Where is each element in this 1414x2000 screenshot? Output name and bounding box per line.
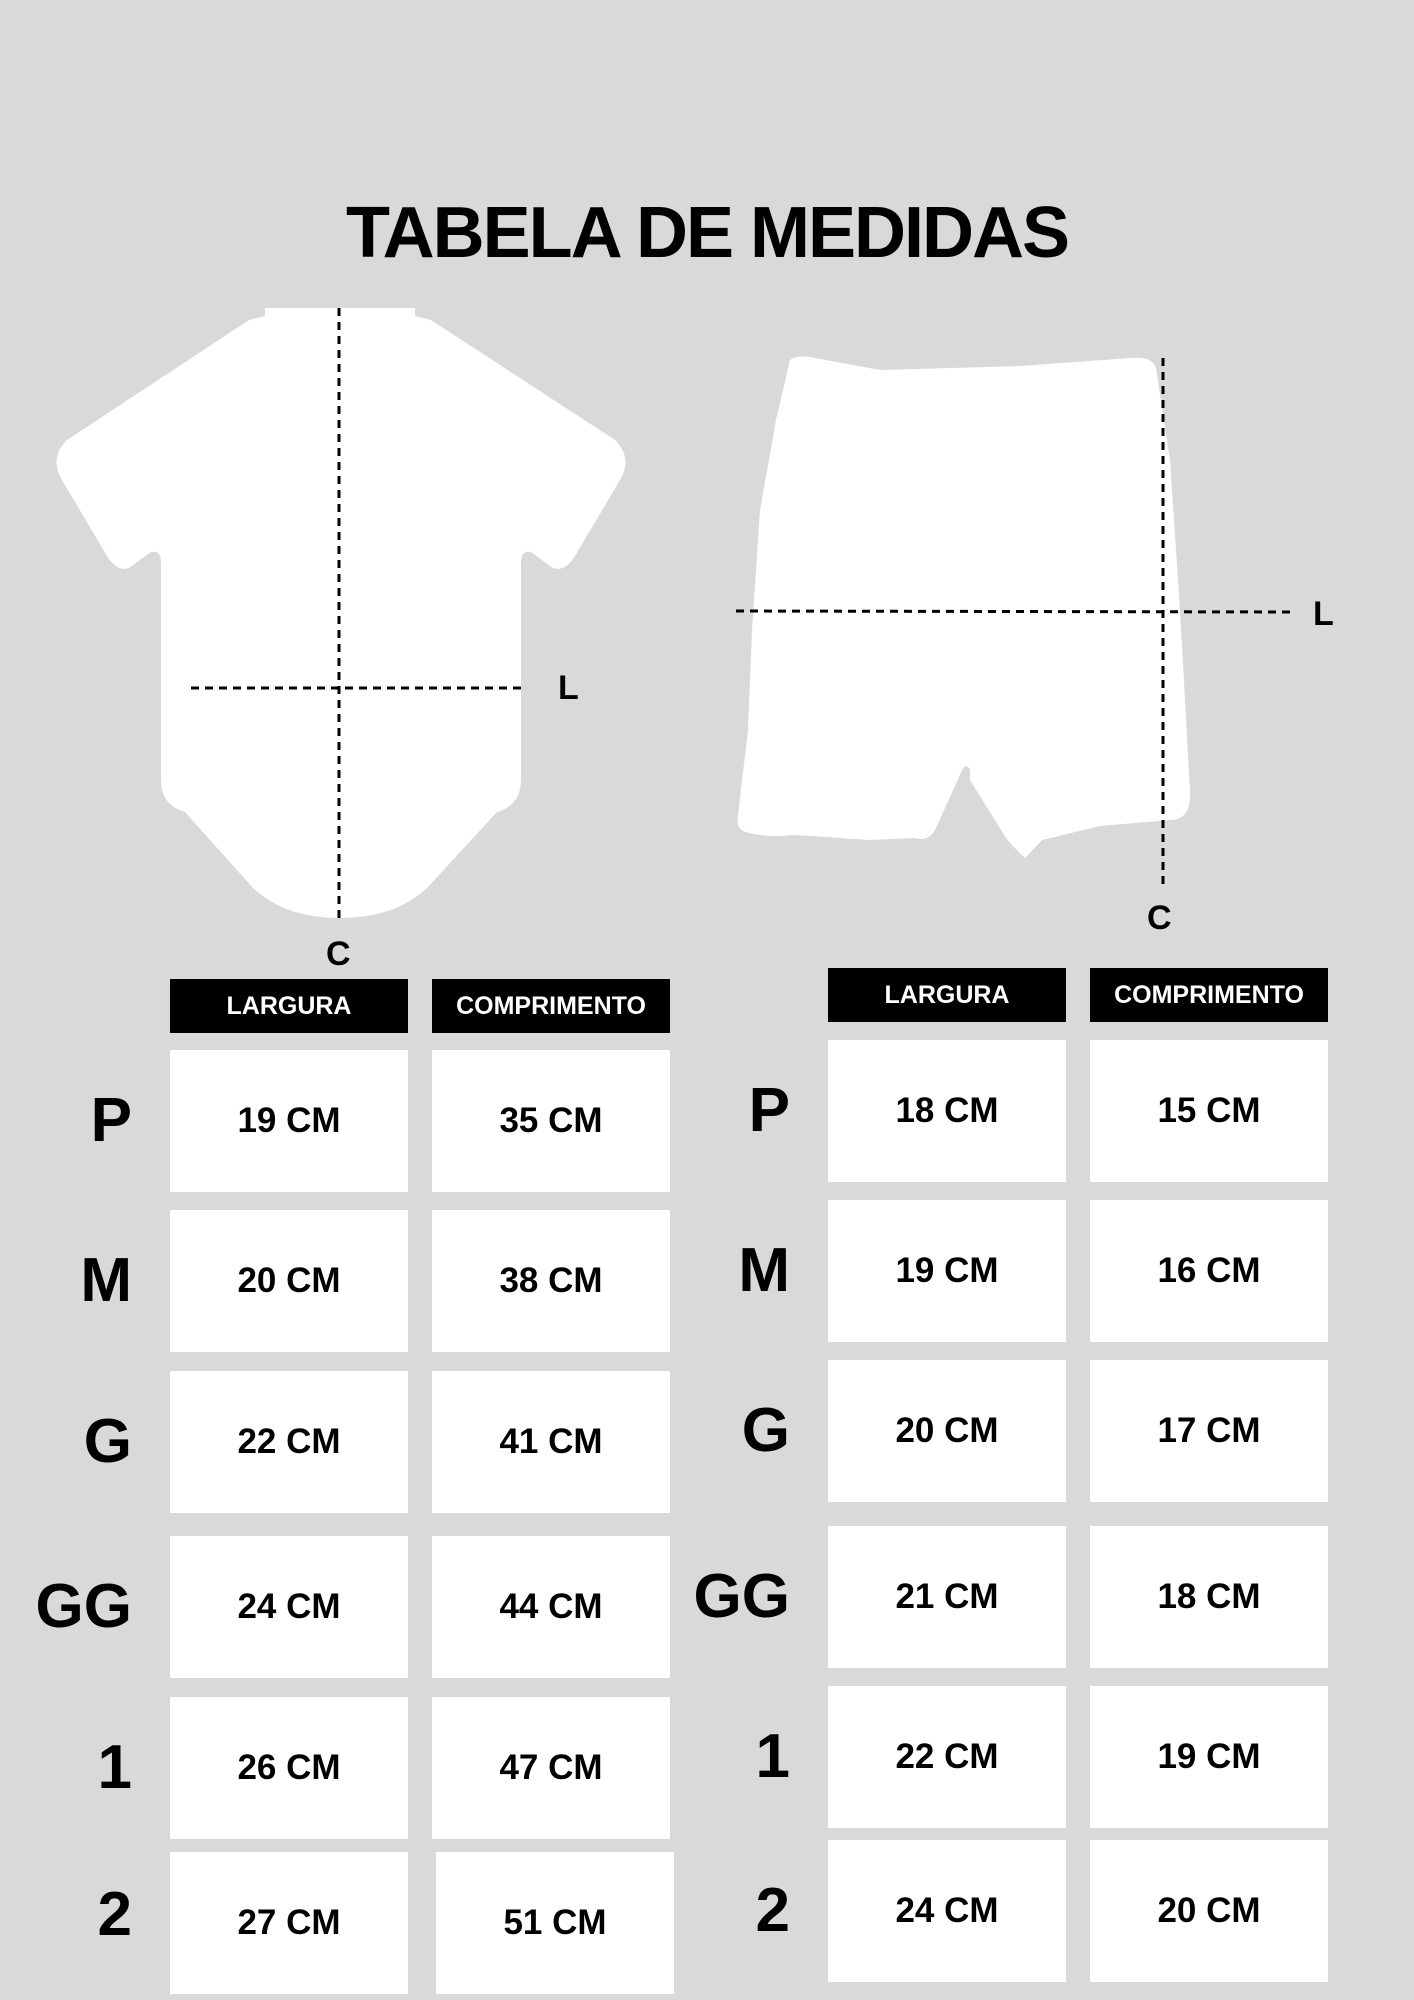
shorts-length-cell: 17 CM	[1090, 1360, 1328, 1502]
shorts-shape	[738, 356, 1190, 858]
shirt-illustration	[55, 300, 635, 940]
shorts-length-cell: 18 CM	[1090, 1526, 1328, 1668]
shorts-width-label: L	[1313, 595, 1334, 633]
shorts-size-label: M	[738, 1236, 790, 1305]
shorts-size-label: GG	[693, 1562, 790, 1631]
shirt-width-label: L	[558, 669, 579, 707]
shirt-length-cell: 51 CM	[436, 1852, 674, 1994]
shirt-size-label: 2	[97, 1880, 132, 1949]
shorts-size-label: P	[748, 1076, 790, 1145]
shirt-length-cell: 41 CM	[432, 1371, 670, 1513]
shorts-length-cell: 20 CM	[1090, 1840, 1328, 1982]
shirt-width-cell: 19 CM	[170, 1050, 408, 1192]
shorts-size-label: G	[741, 1396, 790, 1465]
shorts-illustration	[720, 350, 1300, 890]
shorts-width-cell: 19 CM	[828, 1200, 1066, 1342]
shorts-length-cell: 16 CM	[1090, 1200, 1328, 1342]
shorts-length-label: C	[1147, 899, 1172, 937]
shorts-width-cell: 22 CM	[828, 1686, 1066, 1828]
shirt-size-label: G	[83, 1407, 132, 1476]
shirt-width-cell: 22 CM	[170, 1371, 408, 1513]
shirt-length-cell: 44 CM	[432, 1536, 670, 1678]
shirt-length-cell: 38 CM	[432, 1210, 670, 1352]
shorts-length-cell: 19 CM	[1090, 1686, 1328, 1828]
shorts-header-width: LARGURA	[828, 968, 1066, 1022]
shorts-size-label: 2	[755, 1876, 790, 1945]
shirt-header-width: LARGURA	[170, 979, 408, 1033]
shirt-width-cell: 24 CM	[170, 1536, 408, 1678]
shirt-length-cell: 47 CM	[432, 1697, 670, 1839]
shirt-size-label: 1	[97, 1733, 132, 1802]
shirt-size-label: M	[80, 1246, 132, 1315]
shirt-width-cell: 27 CM	[170, 1852, 408, 1994]
shirt-width-cell: 26 CM	[170, 1697, 408, 1839]
shorts-width-cell: 24 CM	[828, 1840, 1066, 1982]
shirt-header-length: COMPRIMENTO	[432, 979, 670, 1033]
shorts-width-cell: 18 CM	[828, 1040, 1066, 1182]
shirt-size-label: GG	[35, 1572, 132, 1641]
shirt-length-label: C	[326, 935, 351, 973]
shorts-width-cell: 20 CM	[828, 1360, 1066, 1502]
shirt-width-cell: 20 CM	[170, 1210, 408, 1352]
shirt-size-label: P	[90, 1086, 132, 1155]
shirt-shape	[57, 308, 626, 918]
shorts-width-cell: 21 CM	[828, 1526, 1066, 1668]
shorts-header-length: COMPRIMENTO	[1090, 968, 1328, 1022]
page-title: TABELA DE MEDIDAS	[346, 193, 1068, 273]
shirt-length-cell: 35 CM	[432, 1050, 670, 1192]
shorts-length-cell: 15 CM	[1090, 1040, 1328, 1182]
shorts-size-label: 1	[755, 1722, 790, 1791]
